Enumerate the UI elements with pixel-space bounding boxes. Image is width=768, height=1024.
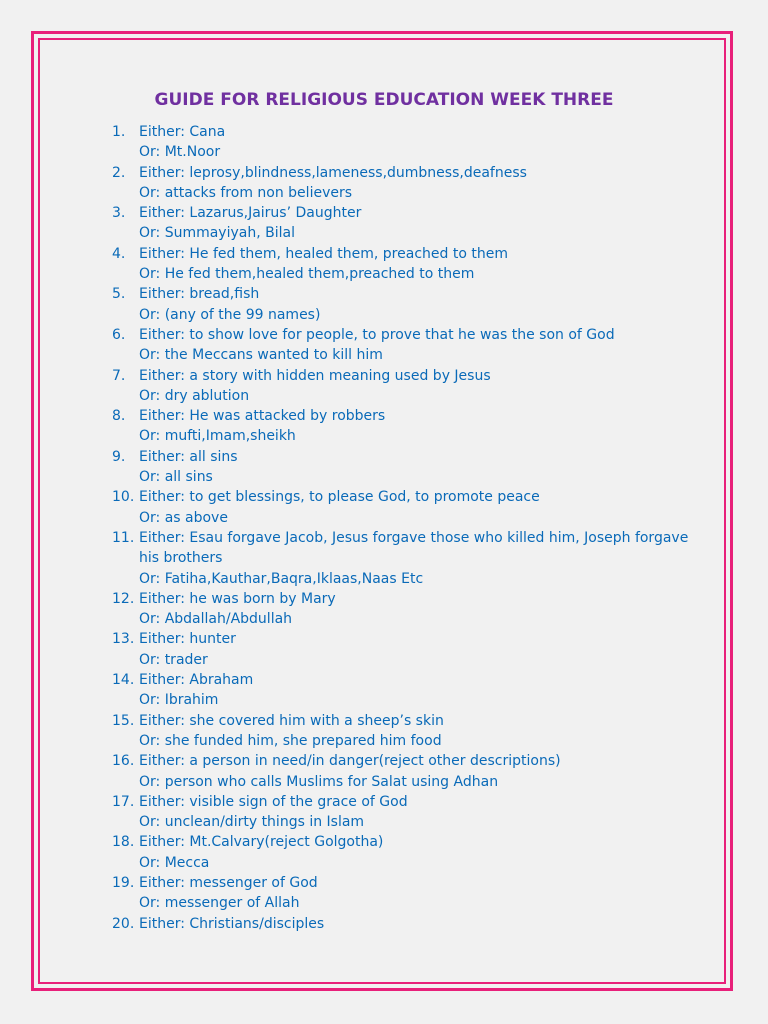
list-item: [112, 122, 692, 163]
or-answer: Or: Mecca: [139, 854, 210, 871]
or-answer: Or: Ibrahim: [139, 692, 219, 709]
list-item: [112, 914, 692, 934]
list-item: [112, 711, 692, 752]
list-item: [112, 873, 692, 914]
item-number: 12.: [112, 590, 135, 607]
either-answer: Either: Christians/disciples: [139, 915, 325, 932]
or-answer: Or: Fatiha,Kauthar,Baqra,Iklaas,Naas Etc: [139, 570, 424, 587]
item-number: 11.: [112, 529, 135, 546]
or-answer: Or: all sins: [139, 469, 213, 486]
item-number: 4.: [112, 245, 126, 262]
list-item: [112, 203, 692, 244]
list-item: [112, 751, 692, 792]
or-answer: Or: the Meccans wanted to kill him: [139, 347, 383, 364]
either-answer: Either: He was attacked by robbers: [139, 408, 386, 425]
list-item: [112, 447, 692, 488]
either-answer: Either: leprosy,blindness,lameness,dumbness,deafness: [139, 164, 527, 181]
item-number: 20.: [112, 915, 135, 932]
or-answer: Or: Abdallah/Abdullah: [139, 611, 293, 628]
either-answer: Either: he was born by Mary: [139, 590, 336, 607]
or-answer: Or: Summayiyah, Bilal: [139, 225, 295, 242]
either-answer: Either: visible sign of the grace of God: [139, 793, 408, 810]
either-answer: Either: Esau forgave Jacob, Jesus forgave those who killed him, Joseph forgave his brothers: [139, 529, 689, 567]
list-item: [112, 366, 692, 407]
item-number: 8.: [112, 408, 126, 425]
list-item: [112, 589, 692, 630]
item-number: 3.: [112, 205, 126, 222]
item-number: 5.: [112, 286, 126, 303]
item-number: 15.: [112, 712, 135, 729]
or-answer: Or: He fed them,healed them,preached to them: [139, 266, 475, 283]
either-answer: Either: she covered him with a sheep’s skin: [139, 712, 444, 729]
either-answer: Either: a person in need/in danger(reject other descriptions): [139, 753, 561, 770]
either-answer: Either: all sins: [139, 448, 238, 465]
or-answer: Or: she funded him, she prepared him food: [139, 732, 442, 749]
list-item: [112, 792, 692, 833]
or-answer: Or: attacks from non believers: [139, 184, 353, 201]
either-answer: Either: bread,fish: [139, 286, 260, 303]
either-answer: Either: hunter: [139, 631, 236, 648]
item-number: 1.: [112, 124, 126, 140]
item-number: 6.: [112, 326, 126, 343]
item-number: 14.: [112, 672, 135, 689]
answer-list: [112, 122, 692, 934]
list-item: [112, 629, 692, 670]
either-answer: Either: to get blessings, to please God, to promote peace: [139, 489, 540, 506]
item-number: 10.: [112, 489, 135, 506]
item-number: 2.: [112, 164, 126, 181]
item-number: 18.: [112, 834, 135, 851]
or-answer: Or: mufti,Imam,sheikh: [139, 428, 296, 445]
item-number: 13.: [112, 631, 135, 648]
or-answer: Or: messenger of Allah: [139, 895, 300, 912]
item-number: 9.: [112, 448, 126, 465]
or-answer: Or: unclean/dirty things in Islam: [139, 814, 365, 831]
item-number: 7.: [112, 367, 126, 384]
list-item: [112, 325, 692, 366]
list-item: [112, 487, 692, 528]
either-answer: Either: Cana: [139, 124, 226, 140]
or-answer: Or: Mt.Noor: [139, 144, 221, 161]
page-title: GUIDE FOR RELIGIOUS EDUCATION WEEK THREE: [154, 90, 614, 110]
list-item: [112, 832, 692, 873]
or-answer: Or: person who calls Muslims for Salat using Adhan: [139, 773, 499, 790]
item-number: 19.: [112, 874, 135, 891]
or-answer: Or: (any of the 99 names): [139, 306, 321, 323]
or-answer: Or: dry ablution: [139, 387, 250, 404]
either-answer: Either: Lazarus,Jairus’ Daughter: [139, 205, 362, 222]
either-answer: Either: to show love for people, to prove that he was the son of God: [139, 326, 615, 343]
or-answer: Or: as above: [139, 509, 228, 526]
either-answer: Either: messenger of God: [139, 874, 318, 891]
list-item: [112, 284, 692, 325]
list-item: [112, 528, 692, 589]
item-number: 16.: [112, 753, 135, 770]
either-answer: Either: a story with hidden meaning used by Jesus: [139, 367, 491, 384]
list-item: [112, 244, 692, 285]
list-item: [112, 163, 692, 204]
either-answer: Either: Mt.Calvary(reject Golgotha): [139, 834, 384, 851]
or-answer: Or: trader: [139, 651, 208, 668]
either-answer: Either: He fed them, healed them, preached to them: [139, 245, 508, 262]
either-answer: Either: Abraham: [139, 672, 254, 689]
list-item: [112, 670, 692, 711]
list-item: [112, 406, 692, 447]
item-number: 17.: [112, 793, 135, 810]
